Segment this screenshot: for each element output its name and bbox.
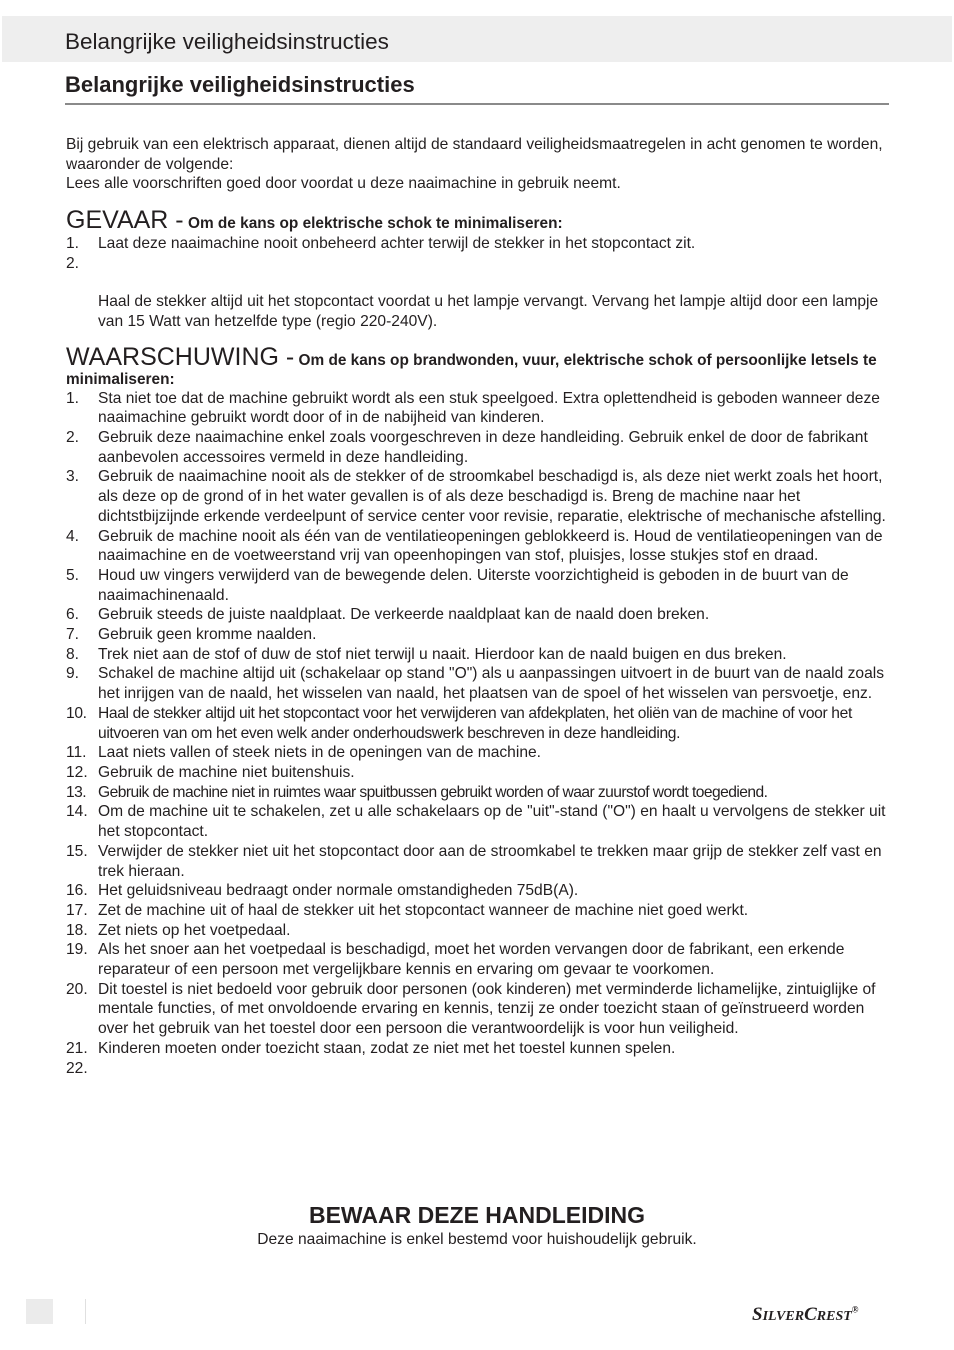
list-item: 6. Gebruik steeds de juiste naaldplaat. De verkeerde naaldplaat kan de naald doen breken. [66,606,710,624]
list-item: 12. Gebruik de machine niet buitenshuis. [66,763,355,781]
page-title: Belangrijke veiligheidsinstructies [65,72,415,97]
list-item: 9. Schakel de machine altijd uit (schakelaar op stand "O") als u aanpassingen uitvoert in de buurt van de naald zoals het inrijgen van de naald, het wisselen van naald, het plaatsen van de spoel of het wisselen van persvoetje, enz. [66,665,885,703]
danger-note: Haal de stekker altijd uit het stopcontact voordat u het lampje vervangt. Vervang het lampje altijd door een lampje van 15 Watt van hetzelfde type (regio 220-240V). [98,293,879,330]
intro-paragraph: Lees alle voorschriften goed door voordat u deze naaimachine in gebruik neemt. [66,175,621,193]
warning-list [66,389,892,1079]
header-title: Belangrijke veiligheidsinstructies [65,29,389,54]
list-item: 13. Gebruik de machine niet in ruimtes waar spuitbussen gebruikt worden of waar zuurstof wordt toegediend. [66,783,768,801]
warning-heading [66,344,892,389]
list-item: 2. Gebruik deze naaimachine enkel zoals voorgeschreven in deze handleiding. Gebruik enkel de door de fabrikant aanbevolen accessoires vermeld in deze handleiding. [66,429,868,466]
danger-list [66,234,892,273]
list-item: 22. [66,1059,88,1077]
list-item: 10. Haal de stekker altijd uit het stopcontact voor het verwijderen van afdekplaten, het oliën van de machine of voor het uitvoeren van om het even welk ander onderhoudswerk beschreven in deze handleiding. [66,704,852,742]
list-item: 16. Het geluidsniveau bedraagt onder normale omstandigheden 75dB(A). [66,882,579,900]
list-item: 18. Zet niets op het voetpedaal. [66,921,291,939]
page-tab-divider [85,1299,86,1324]
list-item: 8. Trek niet aan de stof of duw de stof niet terwijl u naait. Hierdoor kan de naald buigen en dus breken. [66,645,787,663]
intro-paragraph: Bij gebruik van een elektrisch apparaat, dienen altijd de standaard veiligheidsmaatregelen in acht genomen te worden, waaronder de volgende: [66,136,883,173]
danger-heading [66,207,892,234]
list-item: 20. Dit toestel is niet bedoeld voor gebruik door personen (ook kinderen) met verminderde lichamelijke, zintuiglijke of mentale functies, of met onvoldoende ervaring en kennis, tenzij ze onder toezicht staan of geïnstrueerd worden over het gebruik van het toestel door een persoon die verantwoordelijk is voor hun veiligheid. [66,980,876,1038]
list-item: 5. Houd uw vingers verwijderd van de bewegende delen. Uiterste voorzichtigheid is geboden in de buurt van de naaimachinenaald. [66,566,849,604]
household-use-note: Deze naaimachine is enkel bestemd voor huishoudelijk gebruik. [257,1231,697,1248]
list-item: 2. [66,254,80,272]
warning-subtitle: Om de kans op brandwonden, vuur, elektrische schok of persoonlijke letsels te minimaliseren: [66,351,877,388]
list-item: 3. Gebruik de naaimachine nooit als de stekker of de stroomkabel beschadigd is, als deze niet werkt zoals het hoort, als deze op de grond of in het water gevallen is of als deze beschadigd is. Breng de machine naar het dichtstbijzijnde erkende verdeelpunt of service center voor revisie, reparatie, elektrische of mechanische afstelling. [66,468,886,525]
warning-label: WAARSCHUWING - [66,342,295,371]
danger-label: GEVAAR - [66,206,184,235]
list-item: 11. Laat niets vallen of steek niets in de openingen van de machine. [66,744,541,762]
list-item: 7. Gebruik geen kromme naalden. [66,626,317,644]
list-item: 17. Zet de machine uit of haal de stekker uit het stopcontact wanneer de machine niet goed werkt. [66,901,749,919]
list-item: 1. Laat deze naaimachine nooit onbeheerd achter terwijl de stekker in het stopcontact zit. [66,234,696,252]
list-item: 4. Gebruik de machine nooit als één van de ventilatieopeningen geblokkeerd is. Houd de ventilatieopeningen van de naaimachine en de voetweerstand vrij van opeenhopingen van stof, pluisjes, losse stukjes stof en draad. [66,527,883,565]
list-item: 15. Verwijder de stekker niet uit het stopcontact door aan de stroomkabel te trekken maar grijp de stekker zelf vast en trek hieraan. [66,842,882,880]
title-divider [65,103,889,105]
list-item: 19. Als het snoer aan het voetpedaal is beschadigd, moet het worden vervangen door de fabrikant, een erkende reparateur of een persoon met vergelijkbare kennis en ervaring om gevaar te voorkomen. [66,941,845,979]
document-body [66,135,892,1078]
list-item: 1. Sta niet toe dat de machine gebruikt wordt als een stuk speelgoed. Extra oplettendheid is geboden wanneer deze naaimachine gebruikt wordt door of in de nabijheid van kinderen. [66,389,880,427]
silvercrest-logo: SILVERCREST® [752,1304,859,1325]
list-item: 21. Kinderen moeten onder toezicht staan, zodat ze niet met het toestel kunnen spelen. [66,1039,676,1057]
page-number-tab [26,1299,53,1324]
danger-subtitle: Om de kans op elektrische schok te minimaliseren: [187,215,563,233]
list-item: 14. Om de machine uit te schakelen, zet u alle schakelaars op de "uit"-stand ("O") en haalt u vervolgens de stekker uit het stopcontact. [66,803,886,841]
keep-manual-heading: BEWAAR DEZE HANDLEIDING [308,1202,646,1228]
